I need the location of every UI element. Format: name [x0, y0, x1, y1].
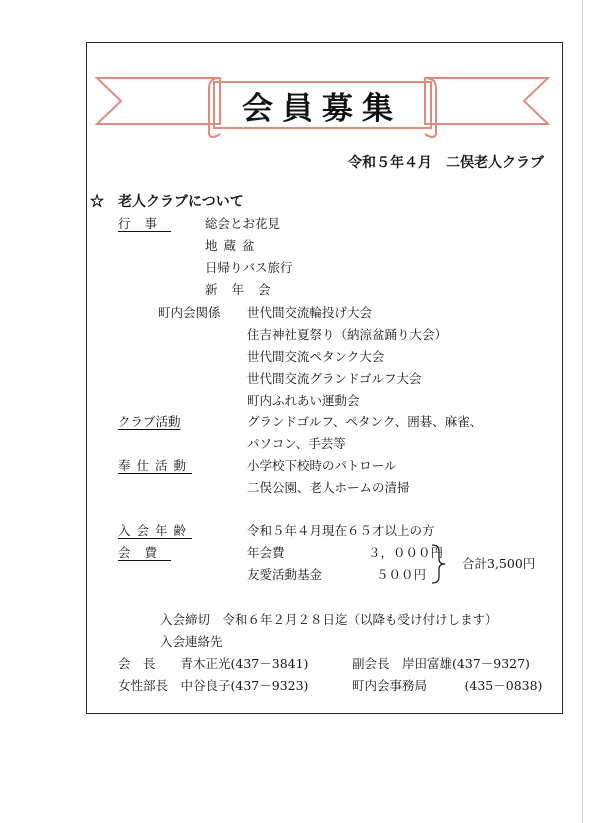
- contact-president: 会 長 青木正光(437－3841): [118, 656, 309, 671]
- town-event-item: 世代間交流グランドゴルフ大会: [247, 371, 422, 386]
- fund-label: 友愛活動基金: [247, 567, 323, 582]
- section-heading: ☆ 老人クラブについて: [90, 194, 244, 210]
- annual-fee-label: 年会費: [247, 545, 285, 560]
- fund-value: ５００円: [376, 567, 427, 582]
- annual-fee-value: ３，０００円: [368, 545, 444, 560]
- scan-edge-line: [582, 0, 583, 823]
- event-item: 日帰りバス旅行: [205, 260, 293, 275]
- fees-total: 合計3,500円: [462, 556, 536, 571]
- age-label: 入会年齢: [118, 523, 193, 538]
- event-item: 地蔵盆: [205, 238, 261, 253]
- event-item: 新年会: [205, 282, 285, 297]
- deadline-text: 入会締切 令和６年２月２８日迄（以降も受け付けします）: [160, 612, 498, 627]
- volunteer-line: 小学校下校時のパトロール: [247, 458, 397, 473]
- town-event-item: 町内ふれあい運動会: [247, 393, 360, 408]
- volunteer-label: 奉仕活動: [118, 458, 193, 473]
- events-label: 行事: [118, 216, 172, 231]
- contact-vice-president: 副会長 岸田富雄(437－9327): [352, 656, 530, 671]
- page-title: 会員募集: [242, 90, 402, 127]
- contact-heading: 入会連絡先: [160, 634, 223, 649]
- contact-womens-head: 女性部長 中谷良子(437－9323): [118, 678, 309, 693]
- date-organization: 令和５年４月 二俣老人クラブ: [348, 155, 544, 171]
- town-event-item: 世代間交流ペタンク大会: [247, 349, 385, 364]
- fees-brace: [430, 543, 448, 585]
- volunteer-line: 二俣公園、老人ホームの清掃: [247, 480, 410, 495]
- fees-label: 会費: [118, 545, 172, 560]
- club-activity-line: パソコン、手芸等: [247, 436, 346, 451]
- town-event-item: 住吉神社夏祭り（納涼盆踊り大会）: [247, 327, 448, 342]
- town-event-item: 世代間交流輪投げ大会: [247, 305, 373, 320]
- club-activities-label: クラブ活動: [118, 414, 181, 429]
- age-value: 令和５年４月現在６５才以上の方: [247, 523, 435, 538]
- event-item: 総会とお花見: [205, 216, 281, 231]
- town-events-label: 町内会関係: [158, 305, 221, 320]
- contact-office: 町内会事務局 (435－0838): [352, 678, 543, 693]
- club-activity-line: グランドゴルフ、ペタンク、囲碁、麻雀、: [247, 414, 483, 429]
